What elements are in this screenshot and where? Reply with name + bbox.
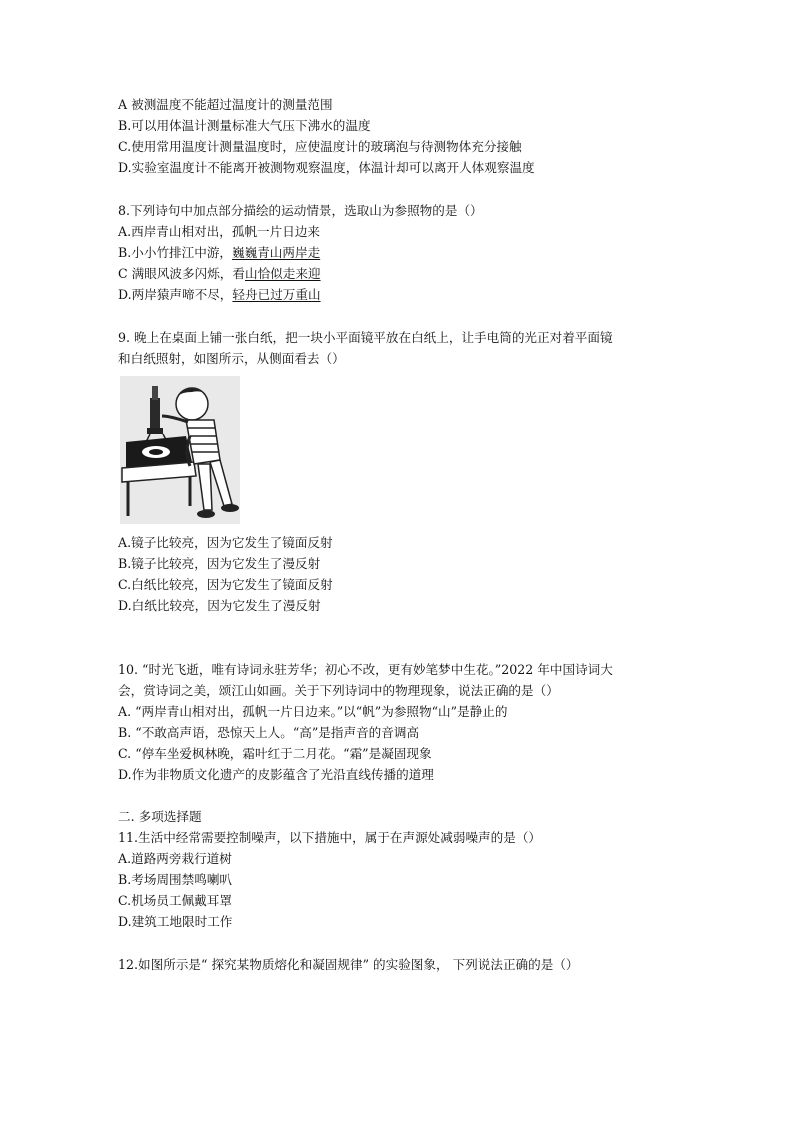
q11-option-b: B.考场周围禁鸣喇叭 — [118, 872, 233, 887]
q10-option-c: C. “停车坐爱枫林晚，霜叶红于二月花。“霜”是凝固现象 — [118, 746, 432, 761]
q9-option-d: D.白纸比较亮，因为它发生了漫反射 — [118, 598, 321, 613]
q8-option-b-text: B.小小竹排江中游， — [118, 245, 233, 260]
q8-option-d-text: D.两岸猿声啼不尽， — [118, 287, 233, 302]
q8-option-c-underlined: 山恰似走来迎 — [244, 266, 321, 281]
q11-stem: 11.生活中经常需要控制噪声，以下措施中，属于在声源处减弱噪声的是（） — [118, 830, 542, 845]
q7-option-d: D.实验室温度计不能离开被测物观察温度，体温计却可以离开人体观察温度 — [118, 160, 535, 175]
q10-stem-line-2: 会，赏诗词之美，颂江山如画。关于下列诗词中的物理现象，说法正确的是（） — [118, 683, 559, 698]
q9-stem-line-2: 和白纸照射，如图所示，从侧面看去（） — [118, 351, 345, 366]
q8-option-a: A.西岸青山相对出，孤帆一片日边来 — [118, 224, 321, 239]
q11-option-d: D.建筑工地限时工作 — [118, 914, 233, 929]
q9-stem-line-1: 9. 晚上在桌面上铺一张白纸，把一块小平面镜平放在白纸上，让手电筒的光正对着平面镜 — [118, 330, 613, 345]
q11-option-c: C.机场员工佩戴耳罩 — [118, 893, 232, 908]
q7-option-a: A 被测温度不能超过温度计的测量范围 — [118, 97, 333, 112]
section-2-title: 二. 多项选择题 — [118, 809, 202, 824]
q9-figure-flashlight-mirror — [120, 376, 240, 524]
q8-option-c-text: C 满眼风波多闪烁，看 — [118, 266, 245, 281]
q8-option-d-underlined: 轻舟已过万重山 — [232, 287, 321, 302]
q10-option-b: B. “不敢高声语，恐惊天上人。“高”是指声音的音调高 — [118, 725, 420, 740]
q8-option-b — [118, 245, 320, 261]
q8-option-c — [118, 266, 321, 282]
q10-option-a: A. “两岸青山相对出，孤帆一片日边来。”以“帆”为参照物“山”是静止的 — [118, 704, 508, 719]
q9-option-a: A.镜子比较亮，因为它发生了镜面反射 — [118, 535, 333, 550]
q8-option-d — [118, 287, 321, 303]
q8-stem: 8.下列诗句中加点部分描绘的运动情景，选取山为参照物的是（） — [118, 203, 483, 218]
q9-option-b: B.镜子比较亮，因为它发生了漫反射 — [118, 556, 321, 571]
q7-option-c: C.使用常用温度计测量温度时，应使温度计的玻璃泡与待测物体充分接触 — [118, 139, 522, 154]
q12-stem: 12.如图所示是“ 探究某物质熔化和凝固规律” 的实验图象， 下列说法正确的是（） — [118, 957, 579, 972]
q10-stem-line-1: 10. “时光飞逝，唯有诗词永驻芳华；初心不改，更有妙笔梦中生花。”2022 年中国诗词大 — [118, 662, 613, 677]
q9-option-c: C.白纸比较亮，因为它发生了镜面反射 — [118, 577, 333, 592]
q10-option-d: D.作为非物质文化遗产的皮影蕴含了光沿直线传播的道理 — [118, 767, 434, 782]
q7-option-b: B.可以用体温计测量标准大气压下沸水的温度 — [118, 118, 371, 133]
q11-option-a: A.道路两旁栽行道树 — [118, 851, 232, 866]
q8-option-b-underlined: 巍巍青山两岸走 — [232, 245, 321, 260]
